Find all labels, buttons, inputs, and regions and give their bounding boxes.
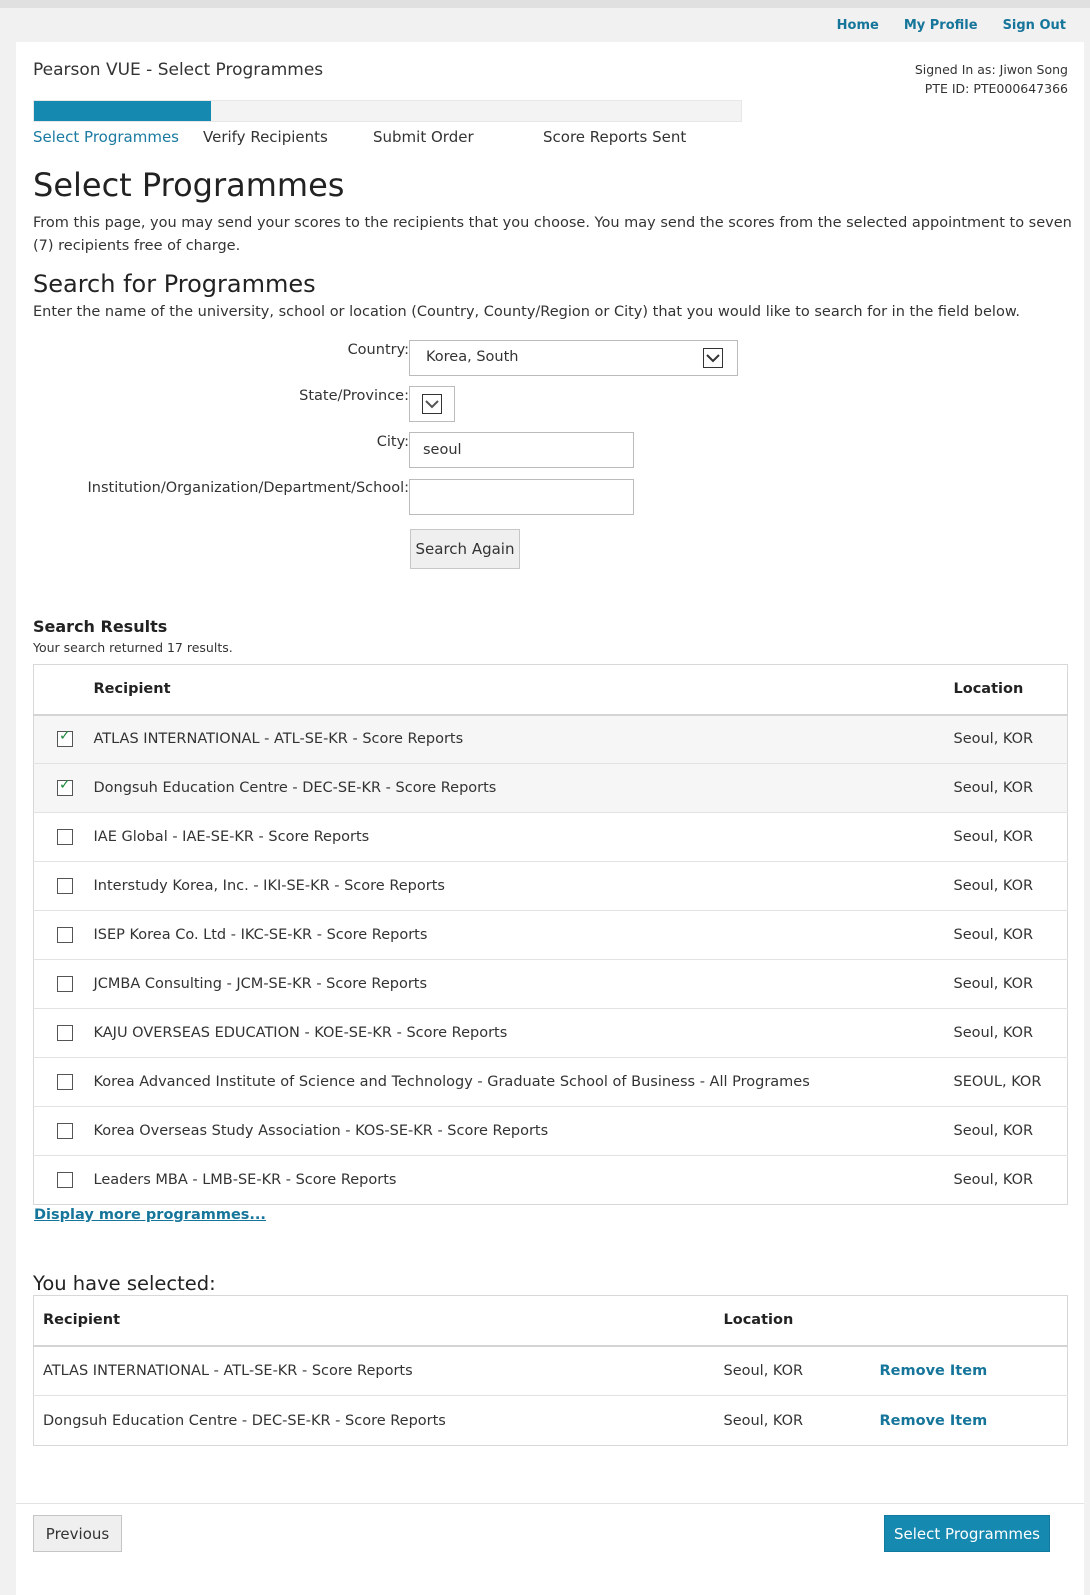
result-recipient: ISEP Korea Co. Ltd - IKC-SE-KR - Score Reports (94, 911, 954, 960)
selected-title: You have selected: (33, 1272, 216, 1295)
progress-bar (33, 100, 742, 122)
result-checkbox-cell (34, 1107, 94, 1156)
remove-item-link[interactable]: Remove Item (879, 1412, 988, 1429)
result-location: Seoul, KOR (954, 862, 1068, 911)
result-location: Seoul, KOR (954, 1107, 1068, 1156)
result-row[interactable] (34, 1107, 1068, 1156)
my-profile-link[interactable]: My Profile (903, 18, 978, 33)
result-checkbox-cell (34, 960, 94, 1009)
result-recipient: Korea Advanced Institute of Science and Technology - Graduate School of Business - All Programes (94, 1058, 954, 1107)
selected-location-header: Location (724, 1296, 880, 1346)
recipient-column-header: Recipient (94, 665, 954, 715)
location-column-header: Location (954, 665, 1068, 715)
result-location: Seoul, KOR (954, 715, 1068, 764)
selected-location: Seoul, KOR (724, 1346, 880, 1396)
result-checkbox-cell (34, 715, 94, 764)
state-select[interactable] (409, 386, 455, 422)
result-row[interactable] (34, 960, 1068, 1009)
institution-input[interactable] (409, 479, 634, 515)
selected-location: Seoul, KOR (724, 1396, 880, 1446)
institution-label: Institution/Organization/Department/School: (87, 480, 409, 496)
result-row[interactable] (34, 1009, 1068, 1058)
remove-item-link[interactable]: Remove Item (879, 1362, 988, 1379)
chevron-down-icon (703, 348, 723, 368)
recipient-checkbox[interactable] (57, 731, 73, 747)
state-label: State/Province: (299, 388, 409, 404)
signed-in-text: Signed In as: Jiwon Song (914, 62, 1068, 77)
top-nav (837, 18, 1066, 33)
page-title: Select Programmes (33, 166, 345, 204)
result-row[interactable] (34, 715, 1068, 764)
recipient-checkbox[interactable] (57, 927, 73, 943)
top-strip (0, 0, 1090, 8)
country-select[interactable] (409, 340, 738, 376)
selected-header-row (34, 1296, 1068, 1346)
step-select-programmes: Select Programmes (33, 128, 179, 146)
city-label: City: (376, 434, 409, 450)
app-title: Pearson VUE - Select Programmes (33, 60, 324, 80)
recipient-checkbox[interactable] (57, 976, 73, 992)
previous-button[interactable]: Previous (33, 1515, 122, 1552)
result-checkbox-cell (34, 862, 94, 911)
result-recipient: ATLAS INTERNATIONAL - ATL-SE-KR - Score Reports (94, 715, 954, 764)
display-more-link[interactable]: Display more programmes... (34, 1207, 266, 1223)
recipient-checkbox[interactable] (57, 1123, 73, 1139)
selected-table (33, 1295, 1068, 1446)
result-row[interactable] (34, 1156, 1068, 1205)
result-row[interactable] (34, 764, 1068, 813)
intro-text: From this page, you may send your scores to the recipients that you choose. You may send the scores from the selected appointment to seven (7) recipients free of charge. (33, 215, 1072, 254)
result-row[interactable] (34, 911, 1068, 960)
country-label: Country: (347, 342, 409, 358)
result-recipient: Leaders MBA - LMB-SE-KR - Score Reports (94, 1156, 954, 1205)
result-checkbox-cell (34, 764, 94, 813)
result-location: Seoul, KOR (954, 1156, 1068, 1205)
result-recipient: Interstudy Korea, Inc. - IKI-SE-KR - Score Reports (94, 862, 954, 911)
user-info (915, 60, 1068, 98)
results-table (33, 664, 1068, 1205)
recipient-checkbox[interactable] (57, 780, 73, 796)
checkbox-column-header (34, 665, 94, 715)
result-recipient: Dongsuh Education Centre - DEC-SE-KR - Score Reports (94, 764, 954, 813)
recipient-checkbox[interactable] (57, 1025, 73, 1041)
step-verify-recipients: Verify Recipients (203, 128, 328, 146)
progress-fill (34, 101, 211, 121)
result-location: Seoul, KOR (954, 911, 1068, 960)
result-row[interactable] (34, 862, 1068, 911)
result-location: Seoul, KOR (954, 764, 1068, 813)
country-value: Korea, South (426, 349, 519, 365)
result-checkbox-cell (34, 1156, 94, 1205)
search-section-title: Search for Programmes (33, 270, 316, 298)
result-checkbox-cell (34, 813, 94, 862)
result-recipient: KAJU OVERSEAS EDUCATION - KOE-SE-KR - Score Reports (94, 1009, 954, 1058)
select-programmes-button[interactable]: Select Programmes (884, 1515, 1050, 1552)
search-instructions: Enter the name of the university, school or location (Country, County/Region or City) that you would like to search for in the field below. (33, 304, 1020, 320)
selected-recipient: Dongsuh Education Centre - DEC-SE-KR - Score Reports (34, 1396, 724, 1446)
recipient-checkbox[interactable] (57, 878, 73, 894)
recipient-checkbox[interactable] (57, 829, 73, 845)
selected-recipient: ATLAS INTERNATIONAL - ATL-SE-KR - Score Reports (34, 1346, 724, 1396)
results-count: Your search returned 17 results. (33, 640, 233, 655)
chevron-down-icon (422, 394, 442, 414)
results-header-row (34, 665, 1068, 715)
city-input[interactable] (409, 432, 634, 468)
selected-row (34, 1346, 1068, 1396)
search-results-title: Search Results (33, 617, 168, 636)
selected-recipient-header: Recipient (34, 1296, 724, 1346)
result-location: Seoul, KOR (954, 960, 1068, 1009)
recipient-checkbox[interactable] (57, 1074, 73, 1090)
sign-out-link[interactable]: Sign Out (1002, 18, 1066, 33)
recipient-checkbox[interactable] (57, 1172, 73, 1188)
result-checkbox-cell (34, 1058, 94, 1107)
selected-row (34, 1396, 1068, 1446)
search-again-button[interactable]: Search Again (410, 529, 520, 569)
step-submit-order: Submit Order (373, 128, 474, 146)
result-recipient: JCMBA Consulting - JCM-SE-KR - Score Reports (94, 960, 954, 1009)
result-checkbox-cell (34, 911, 94, 960)
footer-divider (16, 1503, 1084, 1504)
result-checkbox-cell (34, 1009, 94, 1058)
step-score-reports-sent: Score Reports Sent (543, 128, 687, 146)
main-panel (16, 42, 1084, 1595)
result-location: Seoul, KOR (954, 813, 1068, 862)
result-recipient: Korea Overseas Study Association - KOS-SE-KR - Score Reports (94, 1107, 954, 1156)
pte-id-text: PTE ID: PTE000647366 (924, 81, 1068, 96)
result-location: Seoul, KOR (954, 1009, 1068, 1058)
result-row[interactable] (34, 1058, 1068, 1107)
result-recipient: IAE Global - IAE-SE-KR - Score Reports (94, 813, 954, 862)
selected-action-header (880, 1296, 1068, 1346)
city-value: seoul (423, 442, 462, 458)
result-location: SEOUL, KOR (954, 1058, 1068, 1107)
home-link[interactable]: Home (836, 18, 879, 33)
result-row[interactable] (34, 813, 1068, 862)
